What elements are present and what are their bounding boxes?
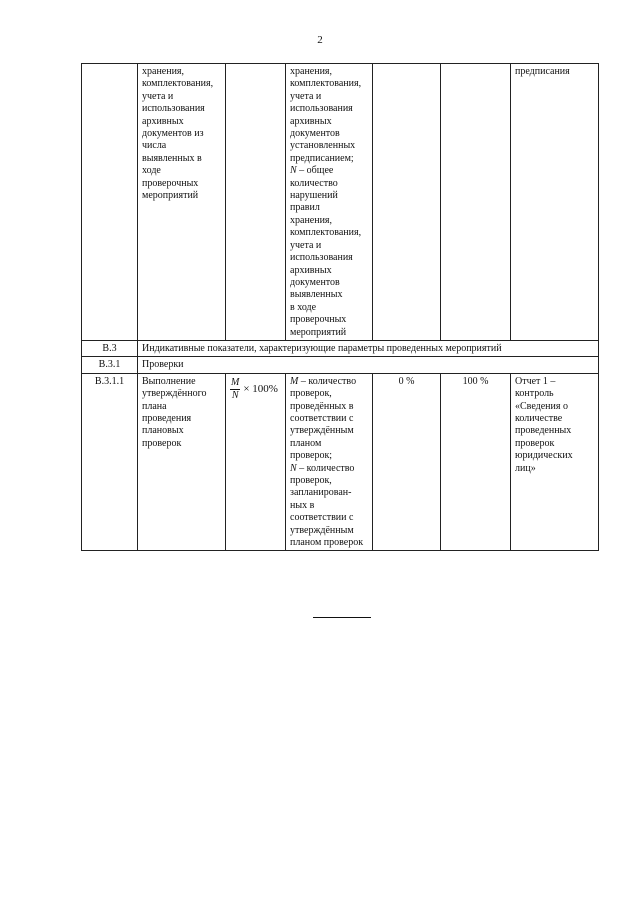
text-line: утверждённым [290, 425, 354, 437]
text-line: проверочных [290, 314, 347, 326]
text-line: архивных [290, 264, 332, 276]
text-line: комплектования, [142, 78, 214, 90]
text-line: комплектования, [290, 227, 362, 239]
text-line: документов [290, 276, 340, 288]
text-line: проверок [142, 437, 182, 449]
section-code: В.3 [82, 340, 138, 356]
formula-cell [226, 64, 286, 341]
text-line: установленных [290, 140, 356, 152]
text-line: проверок [515, 437, 555, 449]
formula-numerator: M [231, 376, 240, 388]
text-line: утверждённым [290, 524, 354, 536]
limit-value-cell [441, 64, 511, 341]
text-line: лиц» [515, 462, 536, 474]
formula-denominator: N [231, 389, 239, 401]
text-line: плана [142, 400, 167, 412]
text-line: проверочных [142, 177, 199, 189]
text-line: использования [142, 103, 205, 115]
end-rule-divider [313, 617, 371, 618]
formula [230, 378, 281, 401]
text-line: документов из [142, 128, 204, 140]
text-line: планом проверок [290, 537, 364, 549]
text-line: мероприятий [142, 190, 199, 202]
text-line: использования [290, 103, 353, 115]
text-line: учета и [290, 239, 322, 251]
text-line: утверждённого [142, 388, 207, 400]
text-line: архивных [142, 115, 184, 127]
formula-cell [226, 373, 286, 551]
text-line: контроль [515, 388, 554, 400]
text-line: M – количество [290, 375, 357, 387]
text-line: предписанием; [290, 152, 354, 164]
text-line: архивных [290, 115, 332, 127]
text-line: хранения, [290, 66, 333, 77]
description-cell [286, 64, 373, 341]
indicators-table [81, 63, 599, 551]
formula-multiplier: × 100% [243, 383, 278, 396]
text-line: N – общее [290, 165, 334, 177]
text-line: числа [142, 140, 167, 152]
indicator-name-cell [138, 373, 226, 551]
row-code-cell: В.3.1.1 [82, 373, 138, 551]
text-line: проверок, [290, 388, 332, 400]
description-cell [286, 373, 373, 551]
source-cell [511, 373, 599, 551]
text-line: проведённых в [290, 400, 354, 412]
page-number: 2 [317, 34, 323, 46]
text-line: выявленных [290, 289, 343, 301]
text-line: хранения, [290, 214, 333, 226]
target-value-cell: 0 % [373, 373, 441, 551]
text-line: документов [290, 128, 340, 140]
row-code-cell [82, 64, 138, 341]
text-line: «Сведения о [515, 400, 568, 412]
text-line: ных в [290, 499, 315, 511]
text-line: ходе [142, 165, 161, 177]
text-line: проверок, [290, 475, 332, 486]
indicator-row-b311 [82, 373, 599, 551]
section-row-b31 [82, 357, 599, 373]
source-cell [511, 64, 599, 341]
text-line: правил [290, 202, 320, 214]
section-row-b3 [82, 340, 599, 356]
text-line: комплектования, [290, 78, 362, 90]
text-line: выявленных в [142, 152, 202, 164]
text-line: хранения, [142, 66, 185, 77]
text-line: количество [290, 177, 338, 189]
section-title: Проверки [138, 357, 599, 373]
indicator-name-cell [138, 64, 226, 341]
text-line: проведенных [515, 425, 572, 437]
text-line: нарушений [290, 190, 338, 202]
text-line: плановых [142, 425, 184, 437]
limit-value-cell: 100 % [441, 373, 511, 551]
text-line: предписания [515, 66, 570, 77]
text-line: в ходе [290, 301, 317, 313]
text-line: учета и [290, 90, 322, 102]
target-value-cell [373, 64, 441, 341]
text-line: проведения [142, 412, 192, 424]
text-line: количестве [515, 412, 563, 424]
section-code: В.3.1 [82, 357, 138, 373]
text-line: планом [290, 437, 322, 449]
text-line: учета и [142, 90, 174, 102]
continuation-row [82, 64, 599, 341]
text-line: Выполнение [142, 375, 196, 387]
text-line: юридических [515, 450, 573, 462]
section-title: Индикативные показатели, характеризующие параметры проведенных мероприятий [138, 340, 599, 356]
text-line: соответствии с [290, 512, 354, 524]
text-line: соответствии с [290, 412, 354, 424]
text-line: N – количество [290, 462, 355, 474]
text-line: запланирован- [290, 487, 352, 499]
text-line: использования [290, 252, 353, 264]
text-line: Отчет 1 – [515, 375, 556, 387]
formula-fraction [230, 378, 240, 401]
text-line: проверок; [290, 450, 333, 462]
text-line: мероприятий [290, 326, 347, 338]
